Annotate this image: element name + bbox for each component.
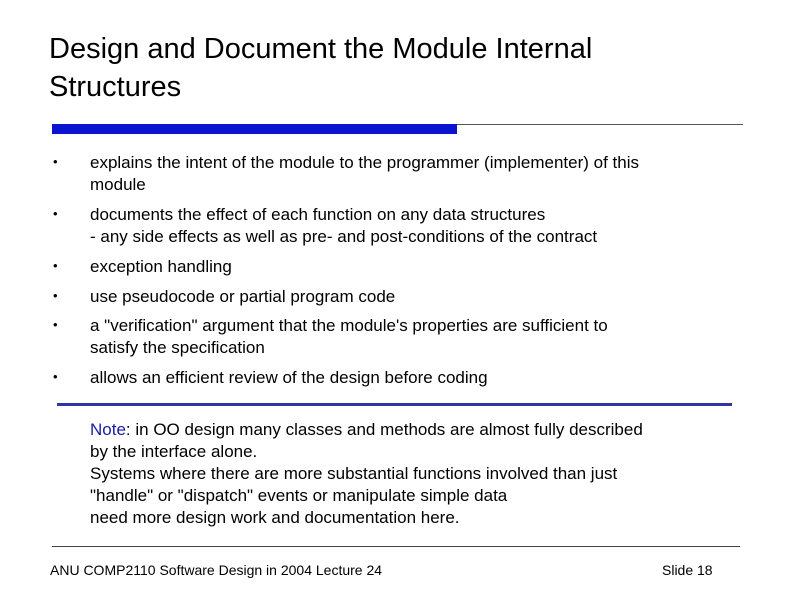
bullet-text xyxy=(90,315,750,359)
note-label: Note xyxy=(90,420,126,439)
bullet-line: a "verification" argument that the module's properties are sufficient to xyxy=(90,316,608,335)
bullet-text xyxy=(90,204,750,248)
note-line-3: Systems where there are more substantial functions involved than just xyxy=(90,464,618,483)
note-line-5: need more design work and documentation here. xyxy=(90,508,460,527)
slide-title xyxy=(49,30,749,106)
bullet-line: use pseudocode or partial program code xyxy=(90,287,396,306)
bullet-line: - any side effects as well as pre- and post-conditions of the contract xyxy=(90,227,598,246)
note-line-1-text: : in OO design many classes and methods are almost fully described xyxy=(125,420,643,439)
bullet-marker: • xyxy=(53,369,58,384)
note-line-1 xyxy=(90,419,770,441)
bullet-line: module xyxy=(90,175,146,194)
bullet-marker: • xyxy=(53,258,58,273)
bullet-line: documents the effect of each function on any data structures xyxy=(90,205,546,224)
title-underline xyxy=(457,124,743,125)
bullet-marker: • xyxy=(53,206,58,221)
slide-number: Slide 18 xyxy=(662,562,713,578)
note-line-4: "handle" or "dispatch" events or manipulate simple data xyxy=(90,486,508,505)
bullet-marker: • xyxy=(53,317,58,332)
section-divider xyxy=(57,403,732,406)
bullet-marker: • xyxy=(53,288,58,303)
note-line-2: by the interface alone. xyxy=(90,442,258,461)
slide-title-line-2: Structures xyxy=(49,71,182,103)
bullet-text xyxy=(90,367,750,389)
bullet-text xyxy=(90,286,750,308)
bullet-line: exception handling xyxy=(90,257,232,276)
title-accent-bar xyxy=(52,124,457,134)
bullet-text xyxy=(90,152,750,196)
note-block xyxy=(90,419,770,529)
bullet-line: satisfy the specification xyxy=(90,338,265,357)
slide-title-line-1: Design and Document the Module Internal xyxy=(49,33,593,65)
footer-divider xyxy=(52,546,740,547)
bullet-marker: • xyxy=(53,154,58,169)
bullet-line: allows an efficient review of the design before coding xyxy=(90,368,488,387)
bullet-text xyxy=(90,256,750,278)
footer-course: ANU COMP2110 Software Design in 2004 Lecture 24 xyxy=(50,562,383,578)
bullet-line: explains the intent of the module to the programmer (implementer) of this xyxy=(90,153,639,172)
